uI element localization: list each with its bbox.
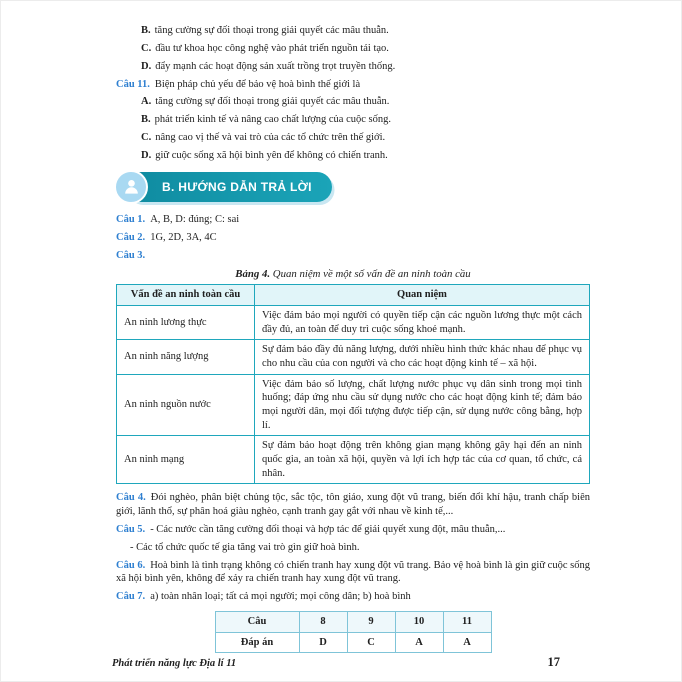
answer-line <box>116 491 590 519</box>
concept-cell: Việc đảm bảo số lượng, chất lượng nước phục vụ dân sinh trong mọi tình huống; đáp ứng nhu cầu sử dụng nước cho các hoạt động kinh tế; đảm bảo mọi người dân, mọi đối tượng được tiếp cận, sử dụng nước công bằng, hợp lí. <box>255 374 590 436</box>
option-text: nâng cao vị thế và vai trò của các tổ chức trên thế giới. <box>155 132 386 144</box>
answer-key-table <box>215 611 492 653</box>
section-header-title: B. HƯỚNG DẪN TRẢ LỜI <box>162 179 312 194</box>
question-line <box>116 78 590 92</box>
table-caption <box>116 268 590 280</box>
option-letter: D. <box>141 150 152 162</box>
table-row <box>117 340 590 374</box>
answer-line <box>116 523 590 537</box>
option-line <box>116 95 590 109</box>
issue-cell: An ninh nguồn nước <box>117 374 255 436</box>
issue-cell: An ninh lương thực <box>117 306 255 340</box>
option-text: đầu tư khoa học công nghệ vào phát triển nguồn tái tạo. <box>155 42 389 54</box>
answer-key-cell: 9 <box>347 612 395 633</box>
answer-label: Câu 6. <box>116 559 146 571</box>
book-title: Phát triển năng lực Địa lí 11 <box>112 658 237 669</box>
answer-text: Đói nghèo, phân biệt chủng tộc, sắc tộc, tôn giáo, xung đột vũ trang, biến đổi khí hậu, tranh chấp biên giới, lãnh thổ, sự phân hoá giàu nghèo, cạnh tranh gay gắt với nhau về kinh tế,... <box>116 492 590 517</box>
table-row <box>117 306 590 340</box>
table-caption-text: Quan niệm về một số vấn đề an ninh toàn cầu <box>272 268 471 281</box>
answer-key-cell: C <box>347 632 395 653</box>
answer-text: - Các nước cần tăng cường đối thoại và hợp tác để giải quyết xung đột, mâu thuẫn,... <box>150 523 506 535</box>
option-line <box>116 60 590 74</box>
page-footer <box>112 655 560 670</box>
option-line <box>116 24 590 38</box>
option-letter: B. <box>141 114 151 126</box>
answer-text: - Các tổ chức quốc tế gia tăng vai trò gìn giữ hoà bình. <box>130 541 360 553</box>
question-stem: Biện pháp chủ yếu để bảo vệ hoà bình thế giới là <box>154 78 361 90</box>
table-header-row <box>117 285 590 306</box>
option-text: phát triển kinh tế và nâng cao chất lượng của cuộc sống. <box>154 114 391 126</box>
section-header <box>116 172 590 204</box>
option-letter: C. <box>141 42 152 54</box>
answer-text: A, B, D: đúng; C: sai <box>150 213 240 225</box>
answer-line-continued <box>116 541 590 555</box>
option-text: đẩy mạnh các hoạt động sản xuất trồng trọt truyền thống. <box>155 60 396 72</box>
issue-cell: An ninh năng lượng <box>117 340 255 374</box>
answer-line <box>116 559 590 587</box>
answer-key-header-row <box>215 612 491 633</box>
answer-line <box>116 231 590 245</box>
option-line <box>116 149 590 163</box>
option-line <box>116 131 590 145</box>
person-icon <box>114 170 148 204</box>
answer-key-cell: 8 <box>299 612 347 633</box>
option-letter: C. <box>141 132 152 144</box>
answer-label: Câu 7. <box>116 591 146 603</box>
option-letter: B. <box>141 25 151 36</box>
answer-label: Câu 2. <box>116 231 146 243</box>
section-header-badge <box>126 172 332 202</box>
concept-cell: Việc đảm bảo mọi người có quyền tiếp cận các nguồn lương thực một cách đầy đủ, an toàn để duy trì cuộc sống khoẻ mạnh. <box>255 306 590 340</box>
answer-label: Câu 3. <box>116 249 146 261</box>
issue-cell: An ninh mạng <box>117 436 255 484</box>
answer-key-cell: A <box>443 632 491 653</box>
column-header-issue: Vấn đề an ninh toàn cầu <box>117 285 255 306</box>
answer-key-cell: Đáp án <box>215 632 299 653</box>
answer-key-cell: A <box>395 632 443 653</box>
table-row <box>117 374 590 436</box>
answer-key-row <box>215 632 491 653</box>
answer-key-cell: 11 <box>443 612 491 633</box>
concept-cell: Sự đảm bảo hoạt động trên không gian mạng không gây hại đến an ninh quốc gia, an toàn xã hội, quyền và lợi ích hợp tác của cơ quan, tổ chức, cá nhân. <box>255 436 590 484</box>
answer-key-cell: Câu <box>215 612 299 633</box>
answer-line <box>116 213 590 227</box>
answer-line <box>116 249 590 263</box>
option-letter: A. <box>141 96 152 108</box>
concept-cell: Sự đảm bảo đầy đủ năng lượng, dưới nhiều hình thức khác nhau để phục vụ cho nhu cầu của con người và cho các hoạt động kinh tế – xã hội. <box>255 340 590 374</box>
column-header-concept: Quan niệm <box>255 285 590 306</box>
answer-key-cell: 10 <box>395 612 443 633</box>
option-text: giữ cuộc sống xã hội bình yên để không có chiến tranh. <box>155 150 388 162</box>
option-line <box>116 42 590 56</box>
answer-text: a) toàn nhân loại; tất cả mọi người; mọi công dân; b) hoà bình <box>150 591 411 603</box>
security-concepts-table <box>116 284 590 484</box>
option-text: tăng cường sự đối thoại trong giải quyết các mâu thuẫn. <box>154 25 389 36</box>
answer-label: Câu 1. <box>116 213 146 225</box>
answer-label: Câu 4. <box>116 492 146 504</box>
table-row <box>117 436 590 484</box>
answer-text: 1G, 2D, 3A, 4C <box>150 231 217 243</box>
question-label: Câu 11. <box>116 78 150 90</box>
answer-text: Hoà bình là tình trạng không có chiến tranh hay xung đột vũ trang. Bảo vệ hoà bình là gìn giữ cuộc sống xã hội bình yên, không để xảy ra chiến tranh hay xung đột vũ trang. <box>116 559 590 585</box>
option-text: tăng cường sự đối thoại trong giải quyết các mâu thuẫn. <box>155 96 390 108</box>
table-caption-number: Bảng 4. <box>235 268 271 281</box>
answer-label: Câu 5. <box>116 523 146 535</box>
option-line <box>116 113 590 127</box>
page-number: 17 <box>547 655 560 669</box>
option-letter: D. <box>141 60 152 72</box>
answer-key-cell: D <box>299 632 347 653</box>
answer-line <box>116 590 590 604</box>
